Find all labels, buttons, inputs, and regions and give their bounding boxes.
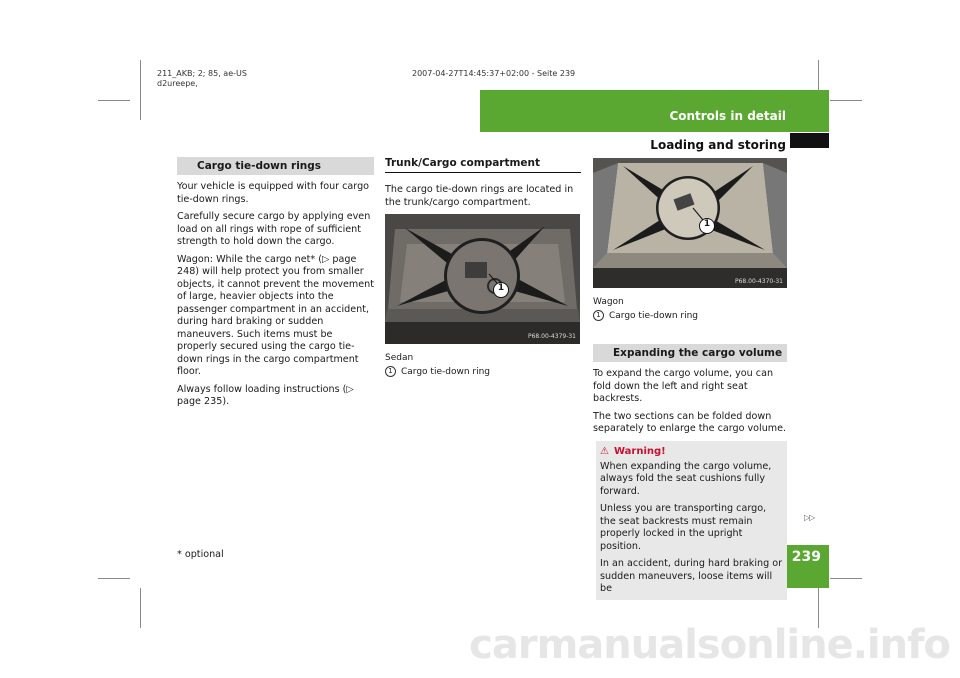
item-label: Cargo tie-down ring: [401, 367, 490, 377]
caption-title: Sedan: [385, 353, 414, 363]
warning-box: [596, 441, 787, 600]
warning-paragraph: Unless you are transporting cargo, the seat backrests must remain properly locked in the upright position.: [600, 503, 767, 552]
crop-mark: [98, 578, 130, 579]
paragraph: The cargo tie-down rings are located in the trunk/cargo compartment.: [385, 184, 574, 208]
warning-title: [600, 446, 783, 457]
column-2: [385, 157, 581, 378]
item-number: 1: [385, 366, 396, 377]
column-3: [593, 158, 787, 600]
callout-1: 1: [497, 283, 505, 293]
paragraph: Always follow loading instructions (▷ page 235).: [177, 383, 354, 407]
paragraph: Your vehicle is equipped with four cargo tie-down rings.: [177, 181, 370, 205]
heading-cargo-tie-down-rings: Cargo tie-down rings: [177, 157, 374, 175]
image-code: P68.00-4370-31: [734, 278, 783, 285]
caption-item: [385, 366, 581, 378]
file-line-1: 211_AKB; 2; 85, ae-US: [157, 69, 247, 78]
paragraph: The two sections can be folded down separately to enlarge the cargo volume.: [593, 410, 787, 434]
paragraph: To expand the cargo volume, you can fold down the left and right seat backrests.: [593, 368, 774, 404]
sedan-trunk-illustration: [385, 214, 580, 344]
wagon-cargo-illustration: [593, 158, 787, 288]
crop-mark: [830, 100, 862, 101]
sedan-trunk-photo: [385, 214, 580, 344]
image-code: P68.00-4379-31: [527, 333, 576, 340]
warning-triangle-icon: ⚠: [600, 445, 609, 457]
crop-mark: [140, 588, 141, 628]
section-title: Controls in detail: [669, 109, 786, 123]
crop-mark: [140, 60, 141, 120]
item-number: 1: [593, 310, 604, 321]
header-black-tab: [790, 133, 829, 148]
item-label: Cargo tie-down ring: [609, 311, 698, 321]
paragraph: Wagon: While the cargo net* (▷ page 248) will help protect you from smaller objects, it cannot prevent the movement of large, heavier objects into the passenger compartment in an accident, during hard braking or sudden maneuvers. Such items must be properly secured using the cargo tie-down rings in the cargo compartment floor.: [177, 253, 375, 377]
crop-mark: [98, 100, 130, 101]
print-meta-left: [157, 69, 247, 89]
footnote: * optional: [177, 549, 224, 560]
warning-label: Warning!: [613, 445, 666, 457]
file-line-2: d2ureepe,: [157, 79, 198, 88]
paragraph: Carefully secure cargo by applying even load on all rings with rope of sufficient strength to hold down the cargo.: [177, 211, 371, 247]
heading-trunk-cargo-compartment: Trunk/Cargo compartment: [385, 157, 581, 173]
crop-mark: [830, 578, 862, 579]
column-1: [177, 157, 374, 414]
continue-arrow-icon: ▷▷: [804, 513, 815, 522]
warning-paragraph: When expanding the cargo volume, always fold the seat cushions fully forward.: [600, 460, 772, 497]
print-timestamp: 2007-04-27T14:45:37+02:00 - Seite 239: [412, 69, 576, 78]
page-number: 239: [791, 549, 821, 565]
warning-paragraph: In an accident, during hard braking or sudden maneuvers, loose items will be: [600, 558, 783, 594]
subsection-title: Loading and storing: [650, 138, 786, 152]
callout-1: 1: [703, 219, 711, 229]
watermark: carmanualsonline.info: [469, 622, 950, 668]
wagon-cargo-photo: [593, 158, 787, 288]
caption-item: [593, 310, 787, 322]
heading-expanding-cargo-volume: Expanding the cargo volume: [593, 344, 787, 362]
caption-title: Wagon: [593, 297, 624, 307]
